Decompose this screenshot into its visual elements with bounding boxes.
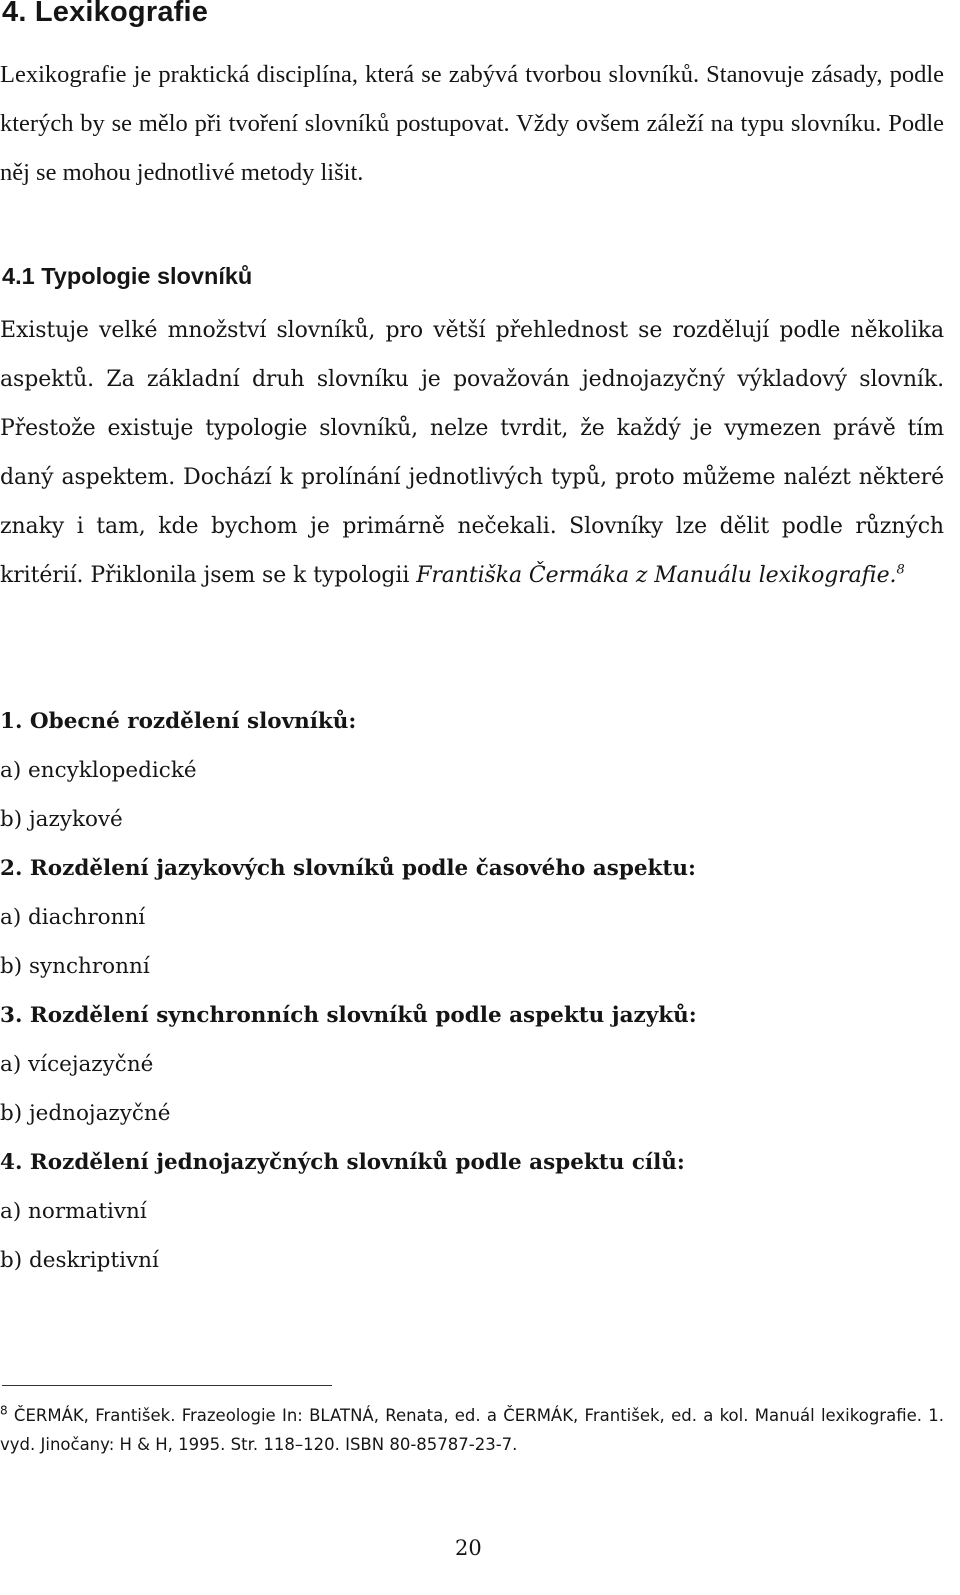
footnote-reference: 8 [896, 562, 905, 578]
classification-item: a) vícejazyčné [0, 1052, 154, 1077]
classification-heading: 3. Rozdělení synchronních slovníků podle aspektu jazyků: [0, 1003, 697, 1028]
typology-paragraph-italic: Františka Čermáka z Manuálu lexikografie. [416, 563, 897, 588]
classification-item: a) encyklopedické [0, 758, 197, 783]
classification-heading: 1. Obecné rozdělení slovníků: [0, 709, 357, 734]
classification-item: b) deskriptivní [0, 1248, 159, 1273]
classification-item: a) normativní [0, 1199, 147, 1224]
classification-heading: 2. Rozdělení jazykových slovníků podle časového aspektu: [0, 856, 696, 881]
footnote-marker: 8 [0, 1403, 8, 1418]
classification-heading: 4. Rozdělení jednojazyčných slovníků podle aspektu cílů: [0, 1150, 685, 1175]
classification-item: b) jednojazyčné [0, 1101, 171, 1126]
classification-item: a) diachronní [0, 905, 146, 930]
classification-item: b) synchronní [0, 954, 150, 979]
page-number: 20 [455, 1536, 482, 1560]
footnote [0, 1401, 944, 1459]
section-heading: 4.1 Typologie slovníků [2, 263, 253, 289]
chapter-heading: 4. Lexikografie [2, 0, 209, 28]
intro-paragraph: Lexikografie je praktická disciplína, která se zabývá tvorbou slovníků. Stanovuje zásady, podle kterých by se mělo při tvoření slovníků postupovat. Vždy ovšem záleží na typu slovníku. Podle něj se mohou jednotlivé metody lišit. [0, 61, 944, 186]
typology-paragraph-text: Existuje velké množství slovníků, pro větší přehlednost se rozdělují podle několika aspektů. Za základní druh slovníku je považován jednojazyčný výkladový slovník. Přestože existuje typologie slovníků, nelze tvrdit, že každý je vymezen právě tím daný aspektem. Dochází k prolínání jednotlivých typů, proto můžeme nalézt některé znaky i tam, kde bychom je primárně nečekali. Slovníky lze dělit podle různých kritérií. Přiklonila jsem se k typologii [0, 318, 944, 588]
footnote-divider [2, 1385, 332, 1386]
typology-paragraph [0, 306, 944, 600]
footnote-text: ČERMÁK, František. Frazeologie In: BLATNÁ, Renata, ed. a ČERMÁK, František, ed. a kol. Manuál lexikografie. 1. vyd. Jinočany: H & H, 1995. Str. 118–120. ISBN 80-85787-23-7. [0, 1406, 944, 1454]
classification-item: b) jazykové [0, 807, 123, 832]
dictionary-classification-list [0, 697, 944, 1285]
